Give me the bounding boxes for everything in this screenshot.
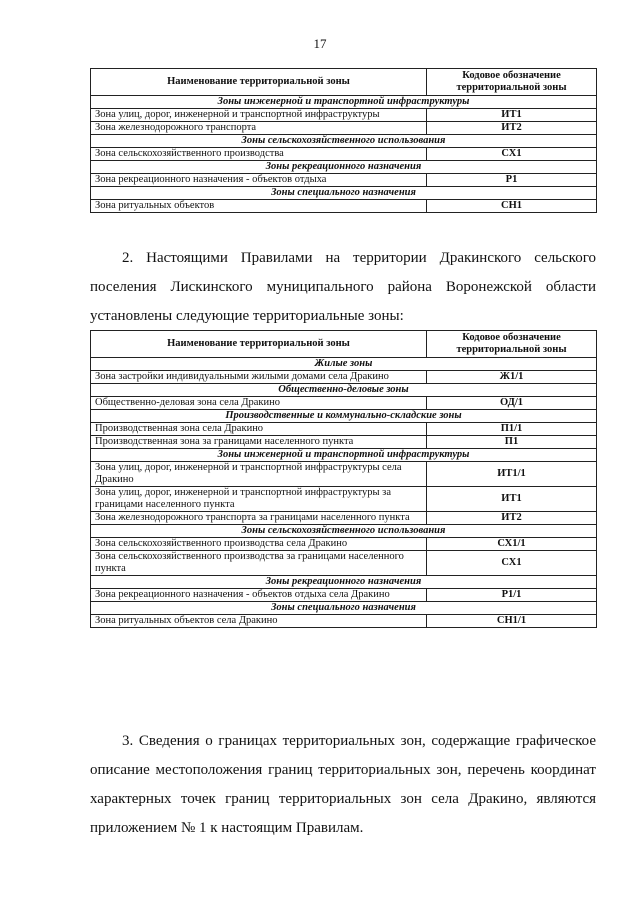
header-zone-name: Наименование территориальной зоны	[91, 331, 427, 358]
zone-name-cell: Зона сельскохозяйственного производства села Дракино	[91, 538, 427, 551]
zone-name-cell: Зона рекреационного назначения - объектов отдыха	[91, 174, 427, 187]
section-row	[91, 449, 597, 462]
table-row	[91, 371, 597, 384]
section-title: Производственные и коммунально-складские зоны	[91, 410, 597, 423]
zone-name-cell: Зона железнодорожного транспорта	[91, 122, 427, 135]
table-row	[91, 462, 597, 487]
zone-code-cell: ИТ2	[427, 512, 597, 525]
zone-code-cell: ИТ2	[427, 122, 597, 135]
zone-code-cell: СН1/1	[427, 615, 597, 628]
table-row	[91, 423, 597, 436]
section-title: Жилые зоны	[91, 358, 597, 371]
zone-name-cell: Общественно-деловая зона села Дракино	[91, 397, 427, 410]
table-row	[91, 200, 597, 213]
zone-name-cell: Зона ритуальных объектов села Дракино	[91, 615, 427, 628]
zone-name-cell: Производственная зона села Дракино	[91, 423, 427, 436]
section-row	[91, 602, 597, 615]
section-row	[91, 161, 597, 174]
zone-name-cell: Зона железнодорожного транспорта за границами населенного пункта	[91, 512, 427, 525]
section-row	[91, 135, 597, 148]
zones-table-general	[90, 68, 597, 213]
zone-name-cell: Зона рекреационного назначения - объектов отдыха села Дракино	[91, 589, 427, 602]
header-zone-code: Кодовое обозначение территориальной зоны	[427, 69, 597, 96]
section-title: Зоны специального назначения	[91, 187, 597, 200]
zone-name-cell: Зона улиц, дорог, инженерной и транспортной инфраструктуры	[91, 109, 427, 122]
section-title: Зоны специального назначения	[91, 602, 597, 615]
section-title: Зоны инженерной и транспортной инфраструктуры	[91, 96, 597, 109]
header-zone-code: Кодовое обозначение территориальной зоны	[427, 331, 597, 358]
page-number: 17	[313, 36, 327, 51]
section-row	[91, 576, 597, 589]
zone-name-cell: Зона сельскохозяйственного производства	[91, 148, 427, 161]
table-row	[91, 538, 597, 551]
zone-code-cell: Р1/1	[427, 589, 597, 602]
table-header-row	[91, 69, 597, 96]
zones-table-drakino	[90, 330, 597, 628]
table-row	[91, 487, 597, 512]
zone-name-cell: Зона улиц, дорог, инженерной и транспортной инфраструктуры села Дракино	[91, 462, 427, 487]
section-title: Зоны сельскохозяйственного использования	[91, 525, 597, 538]
zone-name-cell: Зона сельскохозяйственного производства за границами населенного пункта	[91, 551, 427, 576]
zone-code-cell: П1/1	[427, 423, 597, 436]
table-row	[91, 551, 597, 576]
section-row	[91, 187, 597, 200]
zone-code-cell: ОД/1	[427, 397, 597, 410]
zone-name-cell: Зона улиц, дорог, инженерной и транспортной инфраструктуры за границами населенного пункта	[91, 487, 427, 512]
zone-code-cell: ИТ1	[427, 487, 597, 512]
zone-code-cell: СХ1	[427, 551, 597, 576]
table-row	[91, 109, 597, 122]
zone-name-cell: Зона застройки индивидуальными жилыми домами села Дракино	[91, 371, 427, 384]
zone-code-cell: СХ1/1	[427, 538, 597, 551]
zone-code-cell: ИТ1/1	[427, 462, 597, 487]
zone-code-cell: Р1	[427, 174, 597, 187]
section-row	[91, 525, 597, 538]
section-row	[91, 410, 597, 423]
section-title: Зоны рекреационного назначения	[91, 161, 597, 174]
section-row	[91, 358, 597, 371]
table-row	[91, 436, 597, 449]
zone-name-cell: Производственная зона за границами населенного пункта	[91, 436, 427, 449]
zone-code-cell: П1	[427, 436, 597, 449]
section-title: Общественно-деловые зоны	[91, 384, 597, 397]
header-zone-name: Наименование территориальной зоны	[91, 69, 427, 96]
table-header-row	[91, 331, 597, 358]
paragraph-2: 2. Настоящими Правилами на территории Дракинского сельского поселения Лискинского муниципального района Воронежской области установлены следующие территориальные зоны:	[90, 250, 596, 324]
table-row	[91, 512, 597, 525]
paragraph-3: 3. Сведения о границах территориальных зон, содержащие графическое описание местоположения границ территориальных зон, перечень координат характерных точек границ территориальных зон села Дракино, являются приложением № 1 к настоящим Правилам.	[90, 733, 596, 836]
table-row	[91, 174, 597, 187]
section-title: Зоны сельскохозяйственного использования	[91, 135, 597, 148]
table-row	[91, 397, 597, 410]
table-row	[91, 122, 597, 135]
table-row	[91, 615, 597, 628]
zone-code-cell: СХ1	[427, 148, 597, 161]
section-title: Зоны рекреационного назначения	[91, 576, 597, 589]
zone-code-cell: ИТ1	[427, 109, 597, 122]
zone-name-cell: Зона ритуальных объектов	[91, 200, 427, 213]
table-row	[91, 589, 597, 602]
section-row	[91, 96, 597, 109]
zone-code-cell: Ж1/1	[427, 371, 597, 384]
section-row	[91, 384, 597, 397]
zone-code-cell: СН1	[427, 200, 597, 213]
section-title: Зоны инженерной и транспортной инфраструктуры	[91, 449, 597, 462]
table-row	[91, 148, 597, 161]
